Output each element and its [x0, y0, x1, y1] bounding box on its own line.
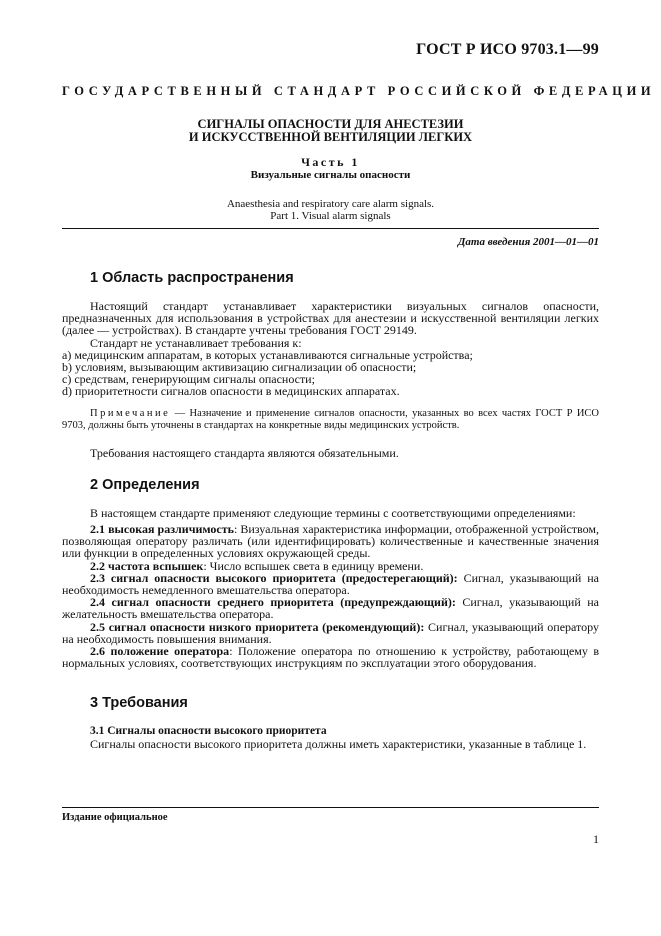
- term: 2.3 сигнал опасности высокого приоритета (предостерегающий):: [90, 570, 458, 585]
- title-line-1: СИГНАЛЫ ОПАСНОСТИ ДЛЯ АНЕСТЕЗИИ: [197, 117, 464, 131]
- title-line-2: И ИСКУССТВЕННОЙ ВЕНТИЛЯЦИИ ЛЕГКИХ: [188, 130, 473, 144]
- note-label: Примечание: [90, 407, 171, 419]
- definition: Сигнал, указывающий на необходимость немедленного вмешательства оператора.: [62, 570, 599, 598]
- title-block: [62, 118, 599, 222]
- definition: : Положение оператора по отношению к устройству, работающему в нормальных условиях, соответствующих инструкциям по эксплуатации этого оборудования.: [62, 644, 600, 671]
- footer-divider: [62, 807, 599, 808]
- term: 2.6 положение оператора: [90, 644, 230, 659]
- section-1-paragraph-3: Требования настоящего стандарта являются обязательными.: [90, 445, 399, 460]
- part-subtitle: Визуальные сигналы опасности: [250, 169, 411, 181]
- term: 2.5 сигнал опасности низкого приоритета (рекомендующий):: [90, 619, 425, 634]
- definition: Сигнал, указывающий оператору на необходимость повышения внимания.: [62, 619, 599, 646]
- definition-2-3: [62, 572, 599, 596]
- definition-2-6: [62, 645, 599, 669]
- term: 2.4 сигнал опасности среднего приоритета (предупреждающий):: [90, 595, 456, 610]
- section-3-1-heading: 3.1 Сигналы опасности высокого приоритета: [90, 725, 327, 738]
- definition: : Визуальная характеристика информации, отображенной устройством, позволяющая оператору различать (или идентифицировать) количественные и качественные значения или функции в определенных условиях окружающей среды.: [62, 522, 599, 561]
- definition: Сигнал, указывающий на желательность вмешательства оператора.: [62, 595, 599, 622]
- note: [62, 408, 599, 433]
- list-item: b) условиям, вызывающим активизацию сигнализации об опасности;: [62, 360, 417, 375]
- definition-2-5: [62, 621, 599, 645]
- definition-2-1: [62, 523, 599, 560]
- section-2-intro: В настоящем стандарте применяют следующие термины с соответствующими определениями:: [90, 505, 576, 520]
- note-text: — Назначение и применение сигналов опасности, указанных во всех частях ГОСТ Р ИСО 9703, должны быть уточнены в стандартах на конкретные виды медицинских устройств.: [62, 407, 599, 432]
- page-number: 1: [593, 832, 599, 846]
- header-divider: [62, 228, 599, 229]
- list-item: d) приоритетности сигналов опасности в медицинских аппаратах.: [62, 384, 400, 399]
- edition-label: Издание официальное: [62, 812, 168, 823]
- english-title-line-1: Anaesthesia and respiratory care alarm signals.: [226, 198, 435, 210]
- state-standard-banner: ГОСУДАРСТВЕННЫЙ СТАНДАРТ РОССИЙСКОЙ ФЕДЕРАЦИИ: [62, 84, 656, 98]
- section-3-heading: 3 Требования: [90, 695, 188, 712]
- part-label: Часть 1: [301, 155, 360, 169]
- list-item: c) средствам, генерирующим сигналы опасности;: [62, 372, 315, 387]
- section-1-paragraph-2: Стандарт не устанавливает требования к:: [90, 335, 302, 350]
- definition: : Число вспышек света в единицу времени.: [203, 558, 424, 573]
- main-content: [62, 270, 599, 750]
- term: 2.1 высокая различимость: [90, 522, 234, 537]
- list-item: а) медицинским аппаратам, в которых устанавливаются сигнальные устройства;: [62, 347, 473, 362]
- english-title-line-2: Part 1. Visual alarm signals: [270, 210, 391, 222]
- section-2-heading: 2 Определения: [90, 476, 200, 493]
- section-3-paragraph: Сигналы опасности высокого приоритета должны иметь характеристики, указанные в таблице 1.: [90, 736, 587, 751]
- section-1-heading: 1 Область распространения: [90, 270, 294, 286]
- term: 2.2 частота вспышек: [90, 558, 204, 573]
- definition-2-4: [62, 596, 599, 620]
- section-1-paragraph-1: Настоящий стандарт устанавливает характеристики визуальных сигналов опасности, предназначенных для использования в устройствах для анестезии и искусственной вентиляции легких (далее — устройствах). В стандарте учтены требования ГОСТ 29149.: [62, 299, 599, 338]
- intro-date: Дата введения 2001—01—01: [457, 236, 599, 248]
- standard-code: ГОСТ Р ИСО 9703.1—99: [416, 41, 599, 58]
